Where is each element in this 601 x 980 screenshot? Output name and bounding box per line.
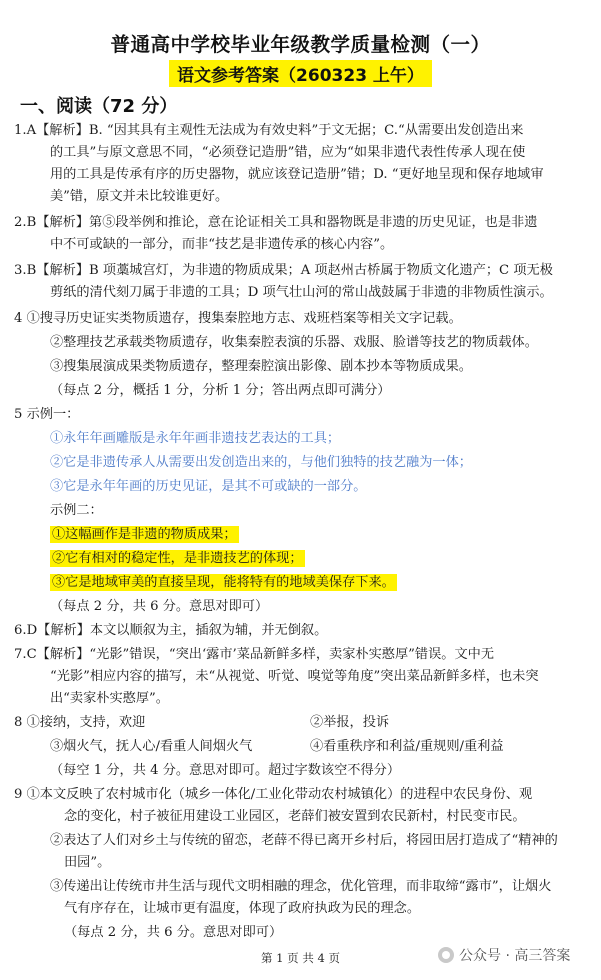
line-text: “光影”相应内容的描写，未“从视觉、听觉、嗅觉等角度”突出菜品新鲜多样，也未突 bbox=[50, 669, 539, 684]
line-text: ②举报，投诉 bbox=[310, 715, 390, 730]
line-text: 出“卖家朴实憨厚”。 bbox=[50, 691, 169, 706]
line-text: 的工具”与原文意思不同，“必须登记造册”错，应为“如果非遗代表性传承人现在使 bbox=[50, 145, 526, 160]
text-line bbox=[64, 900, 420, 918]
line-text: 示例二： bbox=[50, 503, 103, 518]
line-text: ③搜集展演成果类物质遗存，整理秦腔演出影像、剧本抄本等物质成果。 bbox=[50, 359, 472, 374]
text-line bbox=[64, 854, 110, 872]
highlighted-text: ②它有相对的稳定性，是非遗技艺的体现； bbox=[52, 551, 303, 566]
line-text: 1.A【解析】B. “因其具有主观性无法成为有效史料”于文无据；C.“从需要出发创造出来 bbox=[14, 123, 524, 138]
highlighted-text: ③它是地域审美的直接呈现，能将特有的地域美保存下来。 bbox=[52, 575, 395, 590]
text-line bbox=[50, 598, 268, 616]
text-line bbox=[50, 358, 472, 376]
line-text: （每点 2 分，共 6 分。意思对即可） bbox=[50, 599, 269, 614]
line-text: ②表达了人们对乡土与传统的留恋，老薛不得已离开乡村后，将园田居打造成了“精神的 bbox=[50, 833, 558, 848]
line-text: 8 ①接纳，支持，欢迎 bbox=[14, 715, 146, 730]
line-text: 田园”。 bbox=[64, 855, 111, 870]
text-line bbox=[50, 668, 539, 686]
text-line bbox=[50, 166, 544, 184]
line-text: 气有序存在，让城市更有温度，体现了政府执政为民的理念。 bbox=[64, 901, 421, 916]
text-line bbox=[50, 832, 558, 850]
line-text: 2.B【解析】第⑤段举例和推论，意在论证相关工具和器物既是非遗的历史见证，也是非遗 bbox=[14, 215, 538, 230]
text-line bbox=[50, 878, 551, 896]
line-text: ④看重秩序和利益/重规则/重利益 bbox=[310, 739, 504, 754]
text-line bbox=[50, 144, 525, 162]
text-line bbox=[50, 502, 103, 520]
text-line bbox=[14, 406, 79, 424]
watermark-text: 公众号 · 高三答案 bbox=[459, 948, 571, 964]
line-text: （每空 1 分，共 4 分。意思对即可。超过字数该空不得分） bbox=[50, 763, 401, 778]
line-text: 念的变化，村子被征用建设工业园区，老薛们被安置到农民新村，村民变市民。 bbox=[64, 809, 526, 824]
text-line bbox=[50, 284, 553, 302]
text-line bbox=[50, 478, 367, 496]
text-line bbox=[14, 622, 327, 640]
text-line bbox=[14, 310, 462, 328]
text-line bbox=[14, 122, 523, 140]
line-text: （每点 2 分，共 6 分。意思对即可） bbox=[64, 925, 283, 940]
text-line bbox=[14, 214, 537, 232]
watermark bbox=[438, 945, 570, 965]
line-text: ②整理技艺承载类物质遗存，收集秦腔表演的乐器、戏服、脸谱等技艺的物质载体。 bbox=[50, 335, 538, 350]
text-line bbox=[64, 808, 526, 826]
text-line bbox=[14, 262, 553, 280]
wechat-icon bbox=[438, 947, 454, 963]
line-text: 5 示例一： bbox=[14, 407, 80, 422]
text-line bbox=[50, 454, 472, 472]
text-line bbox=[310, 714, 389, 732]
line-text: ③它是永年年画的历史见证，是其不可或缺的一部分。 bbox=[50, 479, 367, 494]
line-text: ③烟火气，抚人心/看重人间烟火气 bbox=[50, 739, 253, 754]
text-line bbox=[50, 690, 169, 708]
line-text: （每点 2 分，概括 1 分，分析 1 分；答出两点即可满分） bbox=[50, 383, 391, 398]
line-text: 中不可或缺的一部分，而非“技艺是非遗传承的核心内容”。 bbox=[50, 237, 394, 252]
text-line bbox=[50, 188, 228, 206]
line-text: 美”错，原文并未比较谁更好。 bbox=[50, 189, 229, 204]
line-text: 3.B【解析】B 项藁城宫灯，为非遗的物质成果；A 项赵州古桥属于物质文化遗产；C 项无极 bbox=[14, 263, 553, 278]
text-line bbox=[14, 786, 532, 804]
line-text: ②它是非遗传承人从需要出发创造出来的，与他们独特的技艺融为一体； bbox=[50, 455, 472, 470]
text-line bbox=[64, 924, 282, 942]
text-line bbox=[50, 550, 305, 568]
text-line bbox=[50, 762, 400, 780]
text-line bbox=[50, 738, 252, 756]
text-line bbox=[50, 430, 340, 448]
text-line bbox=[14, 714, 145, 732]
line-text: 剪纸的清代刻刀属于非遗的工具；D 项气壮山河的常山战鼓属于非遗的非物质性演示。 bbox=[50, 285, 553, 300]
line-text: ①永年年画雕版是永年年画非遗技艺表达的工具； bbox=[50, 431, 341, 446]
text-line bbox=[50, 382, 390, 400]
line-text: ③传递出让传统市井生活与现代文明相融的理念，优化管理，而非取缔“露市”，让烟火 bbox=[50, 879, 552, 894]
text-line bbox=[50, 574, 397, 592]
text-line bbox=[50, 526, 239, 544]
line-text: 6.D【解析】本文以顺叙为主，插叙为辅，并无倒叙。 bbox=[14, 623, 328, 638]
text-line bbox=[14, 646, 494, 664]
line-text: 用的工具是传承有序的历史器物，就应该登记造册”错；D. “更好地呈现和保存地域审 bbox=[50, 167, 544, 182]
line-text: 4 ①搜寻历史证实类物质遗存，搜集秦腔地方志、戏班档案等相关文字记载。 bbox=[14, 311, 462, 326]
page-title: 普通高中学校毕业年级教学质量检测（一） bbox=[110, 33, 491, 56]
page-number: 第 1 页 共 4 页 bbox=[261, 951, 340, 965]
text-line bbox=[310, 738, 504, 756]
line-text: 9 ①本文反映了农村城市化（城乡一体化/工业化带动农村城镇化）的进程中农民身份、观 bbox=[14, 787, 533, 802]
text-line bbox=[50, 334, 538, 352]
section-heading: 一、阅读（72 分） bbox=[20, 96, 178, 117]
subtitle-wrap bbox=[0, 60, 601, 87]
text-line bbox=[50, 236, 393, 254]
page-subtitle: 语文参考答案（260323 上午） bbox=[169, 60, 432, 87]
highlighted-text: ①这幅画作是非遗的物质成果； bbox=[52, 527, 237, 542]
line-text: 7.C【解析】“光影”错误，“突出‘露市’菜品新鲜多样，卖家朴实憨厚”错误。文中无 bbox=[14, 647, 495, 662]
